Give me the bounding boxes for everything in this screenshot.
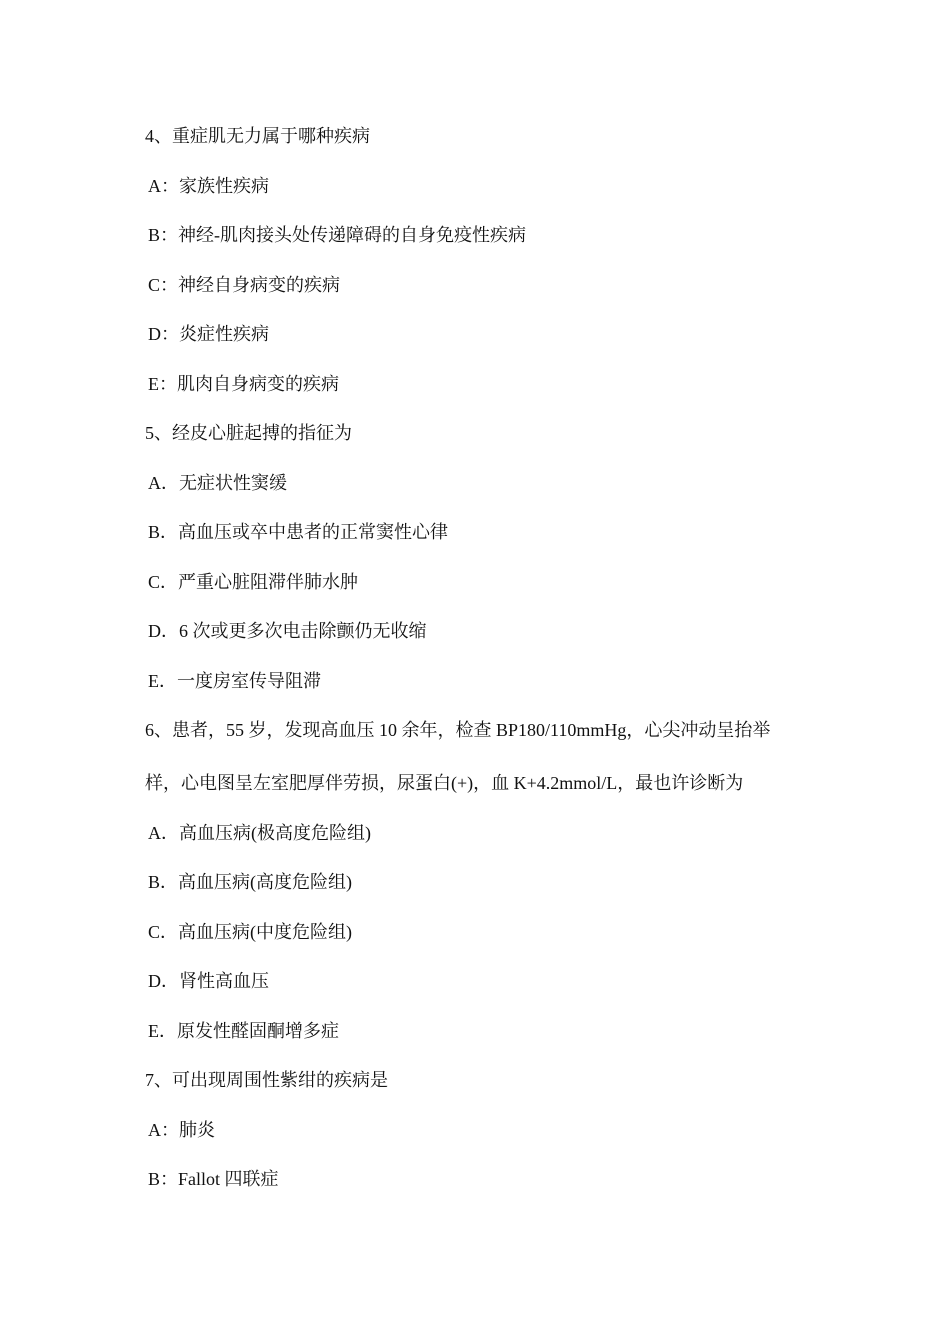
question-6-stem-line-2: 样，心电图呈左室肥厚伴劳损，尿蛋白(+)，血 K+4.2mmol/L，最也许诊断为 [145,773,744,793]
question-4-option-b: B：神经-肌肉接头处传递障碍的自身免疫性疾病 [148,225,526,245]
question-7-option-b: B：Fallot 四联症 [148,1169,279,1189]
question-6-option-b: B．高血压病(高度危险组) [148,872,352,892]
question-4-option-a: A：家族性疾病 [148,176,269,196]
question-4-option-e: E：肌肉自身病变的疾病 [148,374,339,394]
question-6-option-a: A．高血压病(极高度危险组) [148,823,371,843]
question-6-option-c: C．高血压病(中度危险组) [148,922,352,942]
question-6-option-e: E．原发性醛固酮增多症 [148,1021,339,1041]
question-5-stem: 5、经皮心脏起搏的指征为 [145,423,352,443]
question-7-stem: 7、可出现周围性紫绀的疾病是 [145,1070,388,1090]
question-5-option-b: B．高血压或卒中患者的正常窦性心律 [148,522,449,542]
question-6-stem-line-1: 6、患者，55 岁，发现高血压 10 余年，检查 BP180/110mmHg，心尖冲动呈抬举 [145,720,771,740]
question-4-option-d: D：炎症性疾病 [148,324,269,344]
question-5-option-a: A．无症状性窦缓 [148,473,287,493]
question-7-option-a: A：肺炎 [148,1120,215,1140]
question-4-stem: 4、重症肌无力属于哪种疾病 [145,126,370,146]
question-4-option-c: C：神经自身病变的疾病 [148,275,341,295]
question-6-option-d: D．肾性高血压 [148,971,269,991]
question-5-option-c: C．严重心脏阻滞伴肺水肿 [148,572,359,592]
question-5-option-d: D．6 次或更多次电击除颤仍无收缩 [148,621,427,641]
question-5-option-e: E．一度房室传导阻滞 [148,671,321,691]
